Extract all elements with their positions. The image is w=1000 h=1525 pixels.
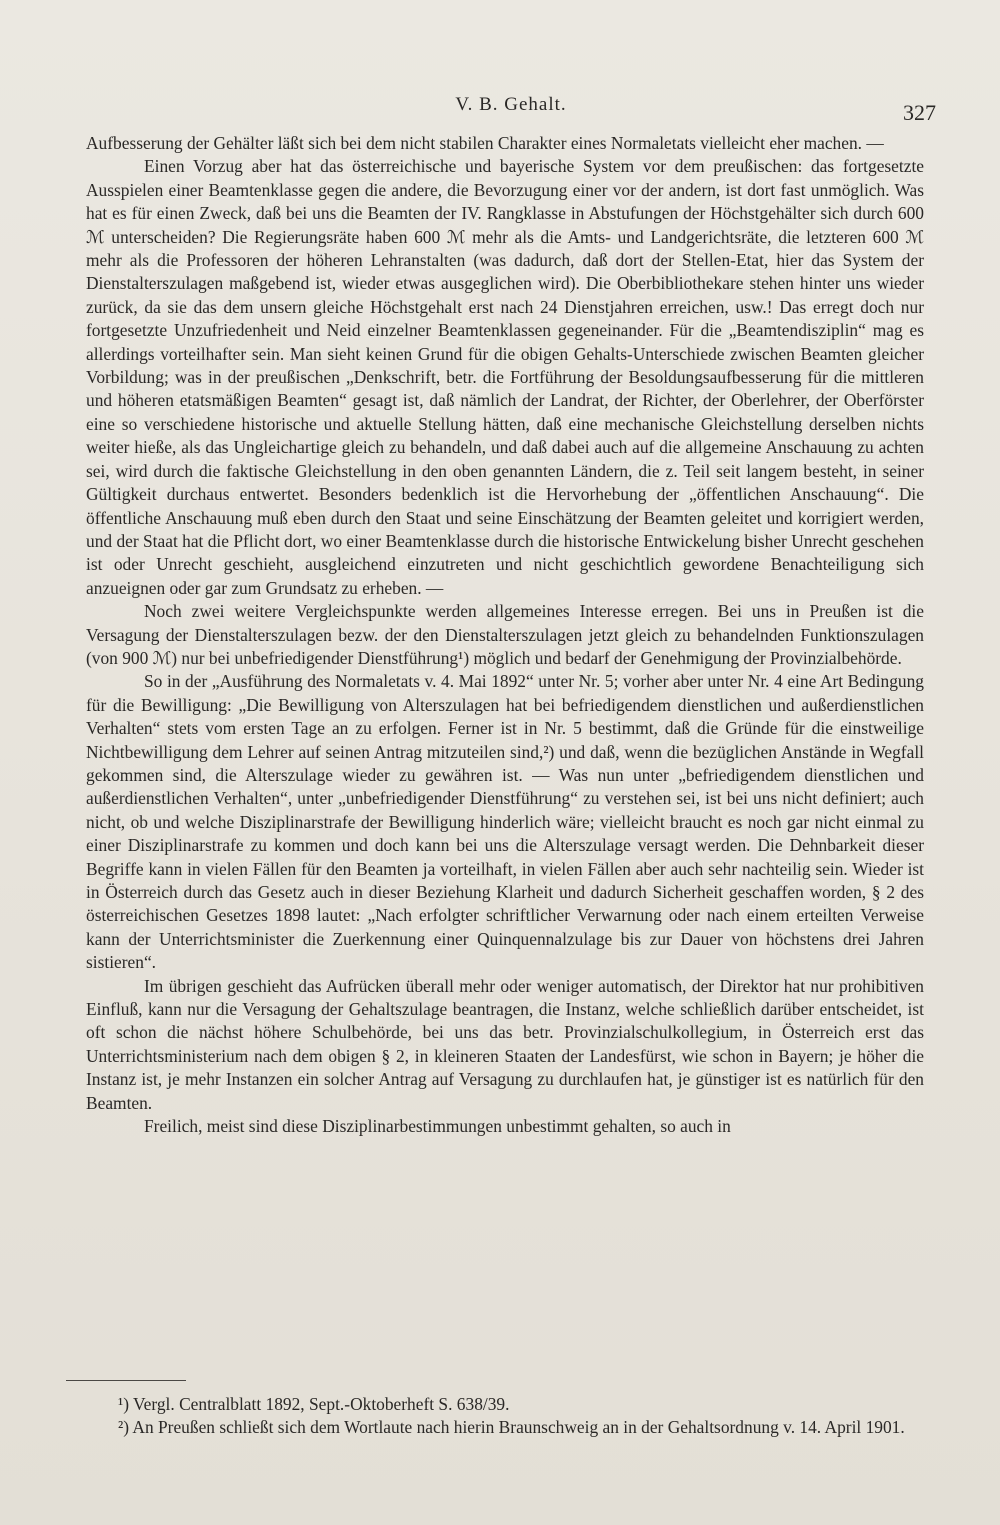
paragraph-1: Aufbesserung der Gehälter läßt sich bei dem nicht stabilen Charakter eines Normaletats vielleicht eher machen. — xyxy=(86,133,884,153)
paragraph-3: Noch zwei weitere Vergleichspunkte werden allgemeines Interesse erregen. Bei uns in Preußen ist die Versagung der Dienstalterszulagen bezw. der den Dienstalterszulagen jetzt gleich zu behandelnden Funktionszulagen (von 900 ℳ) nur bei unbefriedigender Dienstführung¹) möglich und bedarf der Genehmigung der Provinzialbehörde. xyxy=(86,601,924,668)
running-header xyxy=(86,90,936,124)
footnote-rule xyxy=(66,1380,186,1381)
footnotes xyxy=(66,1380,914,1439)
footnote-1: ¹) Vergl. Centralblatt 1892, Sept.-Oktoberheft S. 638/39. xyxy=(118,1394,510,1414)
running-title: V. B. Gehalt. xyxy=(455,94,567,115)
paragraph-4: So in der „Ausführung des Normaletats v. 4. Mai 1892“ unter Nr. 5; vorher aber unter Nr. 4 eine Art Bedingung für die Bewilligung: „Die Bewilligung von Alterszulagen hat bei befriedigendem dienstlichen und außerdienstlichen Verhalten“ stets vom ersten Tage an zu erfolgen. Ferner ist in Nr. 5 bestimmt, daß die Gründe für die einstweilige Nichtbewilligung dem Lehrer auf seinen Antrag mitzuteilen sind,²) und daß, wenn die bezüglichen Anstände in Wegfall gekommen sind, die Alterszulage wieder zu gewähren ist. — Was nun unter „befriedigendem dienstlichen und außerdienstlichen Verhalten“, unter „unbefriedigender Dienstführung“ zu verstehen sei, ist bei uns nicht definiert; auch nicht, ob und welche Disziplinarstrafe der Bewilligung hinderlich wäre; vielleicht braucht es noch gar nicht einmal zu einer Disziplinarstrafe zu kommen und doch kann bei uns die Alterszulage versagt werden. Die Dehnbarkeit dieser Begriffe kann in vielen Fällen für den Beamten ja vorteilhaft, in vielen Fällen aber auch sehr nachteilig sein. Wieder ist in Österreich durch das Gesetz auch in dieser Beziehung Klarheit und dadurch Sicherheit geschaffen worden, § 2 des österreichischen Gesetzes 1898 lautet: „Nach erfolgter schriftlicher Verwarnung oder nach einem erteilten Verweise kann der Unterrichtsminister die Zuerkennung einer Quinquennalzulage bis zur Dauer von höchstens drei Jahren sistieren“. xyxy=(86,671,924,973)
paragraph-5: Im übrigen geschieht das Aufrücken überall mehr oder weniger automatisch, der Direktor hat nur prohibitiven Einfluß, kann nur die Versagung der Gehaltszulage beantragen, die Instanz, welche schließlich darüber entscheidet, ist oft schon die nächst höhere Schulbehörde, bei uns das betr. Provinzialschulkollegium, in Österreich erst das Unterrichtsministerium nach dem obigen § 2, in kleineren Staaten der Landesfürst, wie schon in Bayern; je höher die Instanz ist, je mehr Instanzen ein solcher Antrag auf Versagung zu durchlaufen hat, je günstiger ist es natürlich für den Beamten. xyxy=(86,975,924,1113)
paragraph-2: Einen Vorzug aber hat das österreichische und bayerische System vor dem preußischen: das fortgesetzte Ausspielen einer Beamtenklasse gegen die andere, die Bevorzugung einer vor der andern, ist dort fast unmöglich. Was hat es für einen Zweck, daß bei uns die Beamten der IV. Rangklasse in Abstufungen der Höchstgehälter sich durch 600 ℳ unterscheiden? Die Regierungsräte haben 600 ℳ mehr als die Amts- und Landgerichtsräte, die letzteren 600 ℳ mehr als die Professoren der höheren Lehranstalten (was dadurch, daß dort der Stellen-Etat, hier das System der Dienstalterszulagen maßgebend ist, wieder etwas ausgeglichen wird). Die Oberbibliothekare stehen hinter uns wieder zurück, da sie das dem unsern gleiche Höchstgehalt erst nach 24 Dienstjahren erreichen, usw.! Das erregt doch nur fortgesetzte Unzufriedenheit und Neid einzelner Beamtenklassen gegeneinander. Für die „Beamtendisziplin“ mag es allerdings vorteilhafter sein. Man sieht keinen Grund für die obigen Gehalts-Unterschiede zwischen Beamten gleicher Vorbildung; was in der preußischen „Denkschrift, betr. die Fortführung der Besoldungsaufbesserung für die mittleren und höheren etatsmäßigen Beamten“ gesagt ist, daß nämlich der Landrat, der Richter, der Oberlehrer, der Oberförster eine so verschiedene historische und aktuelle Stellung hätten, daß eine mechanische Gleichstellung derselben nichts weiter hieße, als das Ungleichartige gleich zu behandeln, und daß dabei auch auf die allgemeine Anschauung zu achten sei, wird durch die faktische Gleichstellung in den oben genannten Ländern, die z. Teil seit langem besteht, in seiner Gültigkeit durchaus entwertet. Besonders bedenklich ist die Hervorhebung der „öffentlichen Anschauung“. Die öffentliche Anschauung muß eben durch den Staat und seine Einschätzung der Beamten geleitet und korrigiert werden, und der Staat hat die Pflicht dort, wo einer Beamtenklasse durch die historische Entwickelung bisher Unrecht geschehen ist oder Unrecht geschieht, ausgleichend einzutreten und nicht geschichtlich gewordene Benachteiligung sich anzueignen oder gar zum Grundsatz zu erheben. — xyxy=(86,156,924,598)
footnote-2: ²) An Preußen schließt sich dem Wortlaute nach hierin Braunschweig an in der Gehaltsordnung v. 14. April 1901. xyxy=(118,1417,905,1437)
body-text xyxy=(86,132,924,1138)
page-number: 327 xyxy=(903,100,936,125)
paragraph-6: Freilich, meist sind diese Disziplinarbestimmungen unbestimmt gehalten, so auch in xyxy=(144,1116,731,1137)
